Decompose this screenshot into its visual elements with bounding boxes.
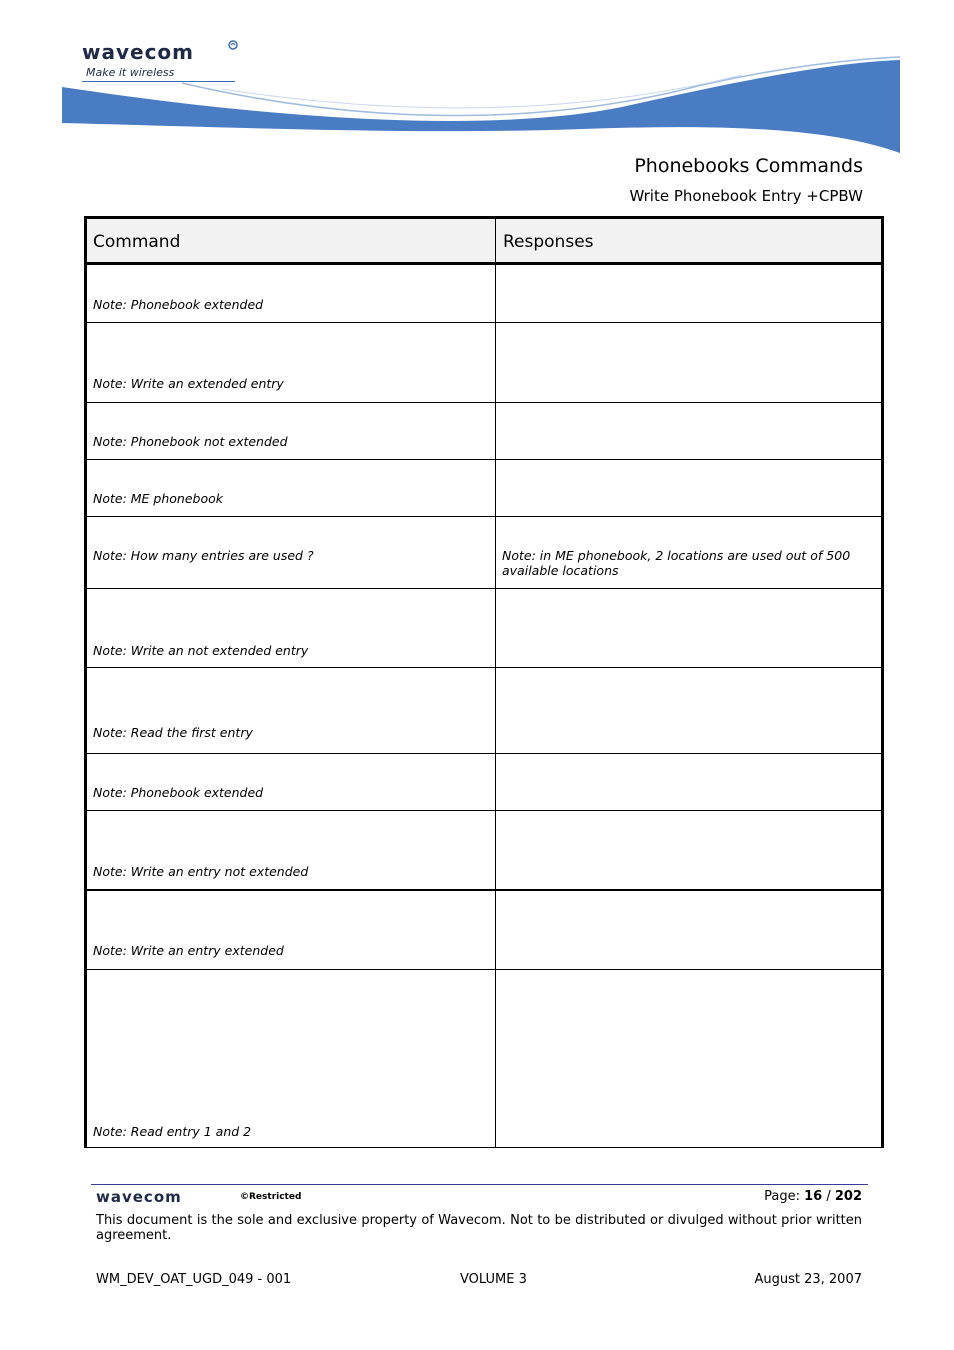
volume-label: VOLUME 3 (460, 1272, 527, 1287)
table-row (87, 970, 881, 1148)
table-row (87, 754, 881, 811)
table-row (87, 589, 881, 668)
table-row (87, 668, 881, 754)
table-row (87, 265, 881, 323)
command-note: Note: Phonebook extended (93, 297, 264, 312)
page-number (764, 1189, 862, 1204)
column-divider (495, 219, 496, 1147)
table-row (87, 460, 881, 517)
logo-tagline: Make it wireless (86, 66, 175, 79)
document-date: August 23, 2007 (754, 1272, 862, 1287)
column-header-responses: Responses (503, 232, 594, 252)
table-header-row (87, 219, 881, 265)
table-row (87, 403, 881, 460)
command-note: Note: Write an not extended entry (93, 643, 309, 658)
table-row (87, 811, 881, 891)
table-row (87, 323, 881, 403)
command-note: Note: Read the first entry (93, 725, 253, 740)
command-table (84, 216, 884, 1148)
command-note: Note: Phonebook not extended (93, 434, 288, 449)
column-header-command: Command (93, 232, 181, 252)
command-note: Note: Write an extended entry (93, 376, 284, 391)
page-current: 16 (804, 1189, 823, 1204)
command-note: Note: How many entries are used ? (93, 548, 314, 563)
table-row (87, 891, 881, 970)
footer-rule (91, 1184, 868, 1185)
document-reference: WM_DEV_OAT_UGD_049 - 001 (96, 1272, 292, 1287)
table-row (87, 517, 881, 589)
command-note: Note: Write an entry extended (93, 943, 284, 958)
page-separator: / (826, 1189, 831, 1204)
logo-swirl-icon (228, 40, 238, 50)
response-note: Note: in ME phonebook, 2 locations are used out of 500 available locations (502, 548, 851, 578)
footer-logo: wavecom (96, 1188, 182, 1206)
command-note: Note: Phonebook extended (93, 785, 264, 800)
section-subtitle: Write Phonebook Entry +CPBW (629, 187, 863, 205)
command-note: Note: Write an entry not extended (93, 864, 309, 879)
section-title: Phonebooks Commands (634, 155, 863, 177)
legal-notice: This document is the sole and exclusive property of Wavecom. Not to be distributed or divulged without prior written agreement. (96, 1213, 862, 1243)
restricted-label: ©Restricted (240, 1192, 302, 1202)
command-note: Note: ME phonebook (93, 491, 224, 506)
header-banner-swoosh (62, 55, 900, 155)
logo-wordmark: wavecom (82, 40, 195, 64)
page-total: 202 (834, 1189, 862, 1204)
page-label: Page: (764, 1189, 800, 1204)
command-note: Note: Read entry 1 and 2 (93, 1124, 252, 1139)
